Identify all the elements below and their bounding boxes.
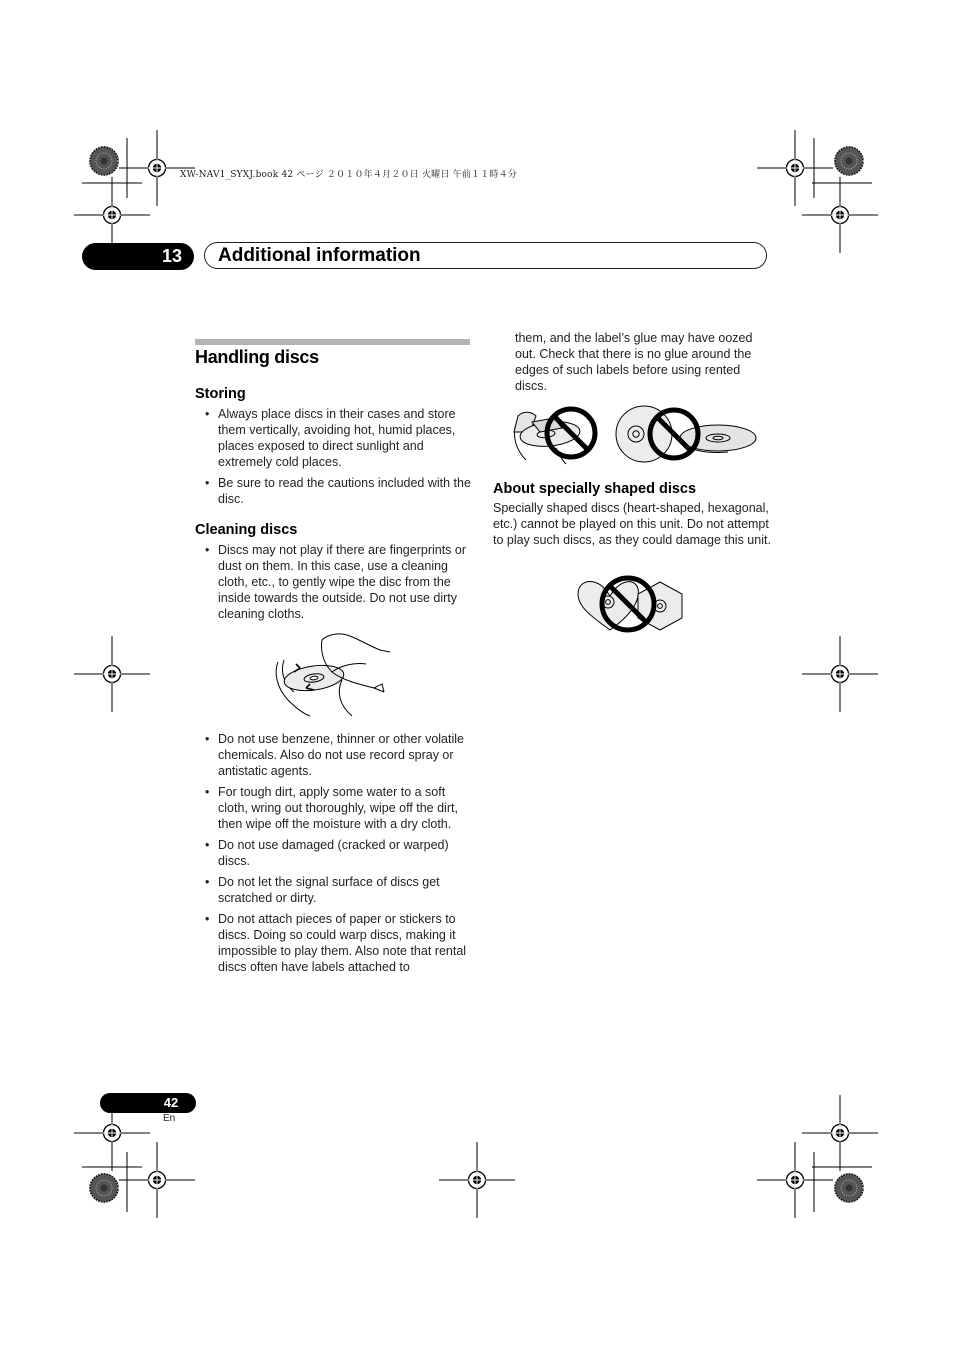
cleaning-list-top — [195, 542, 473, 627]
list-item: • Do not use damaged (cracked or warped) discs. — [195, 837, 473, 869]
page-language: En — [163, 1113, 176, 1124]
no-shaped-discs-illustration — [574, 574, 686, 634]
cleaning-list-bottom — [195, 731, 473, 980]
cleaning-continuation: them, and the label’s glue may have oozed out. Check that there is no glue around the edges of such labels before using rented discs. — [515, 331, 753, 393]
list-item: • Do not use benzene, thinner or other volatile chemicals. Also do not use record spray or antistatic agents. — [195, 731, 473, 779]
shaped-discs-heading: About specially shaped discs — [493, 481, 697, 497]
chapter-title: Additional information — [218, 245, 421, 266]
list-item: • For tough dirt, apply some water to a soft cloth, wring out thoroughly, wipe off the dirt, then wipe off the moisture with a dry cloth. — [195, 784, 473, 832]
list-item: • Do not attach pieces of paper or stickers to discs. Doing so could warp discs, making it impossible to play them. Also note that rental discs often have labels attached to — [195, 911, 473, 975]
list-item: • Be sure to read the cautions included with the disc. — [195, 475, 473, 507]
cleaning-heading: Cleaning discs — [195, 522, 298, 538]
list-item: • Discs may not play if there are fingerprints or dust on them. In this case, use a cleaning cloth, etc., to gently wipe the disc from the inside towards the outside. Do not use dirty cleaning cloths. — [195, 542, 473, 622]
storing-heading: Storing — [195, 386, 246, 402]
section-title: Handling discs — [195, 347, 319, 367]
chapter-number: 13 — [161, 246, 183, 266]
no-label-glue-illustration — [506, 402, 760, 468]
shaped-discs-text: Specially shaped discs (heart-shaped, hexagonal, etc.) cannot be played on this unit. Do not attempt to play such discs, as they could damage this unit. — [493, 501, 771, 547]
storing-list — [195, 406, 473, 512]
page-number: 42 — [163, 1095, 179, 1110]
list-item: • Always place discs in their cases and store them vertically, avoiding hot, humid places, places exposed to direct sunlight and extremely cold places. — [195, 406, 473, 470]
list-item: • Do not let the signal surface of discs get scratched or dirty. — [195, 874, 473, 906]
section-rule — [195, 339, 470, 345]
disc-wiping-illustration — [270, 632, 394, 718]
print-header: XW-NAV1_SYXJ.book 42 ページ ２０１０年４月２０日 火曜日 午前１１時４分 — [180, 170, 518, 180]
